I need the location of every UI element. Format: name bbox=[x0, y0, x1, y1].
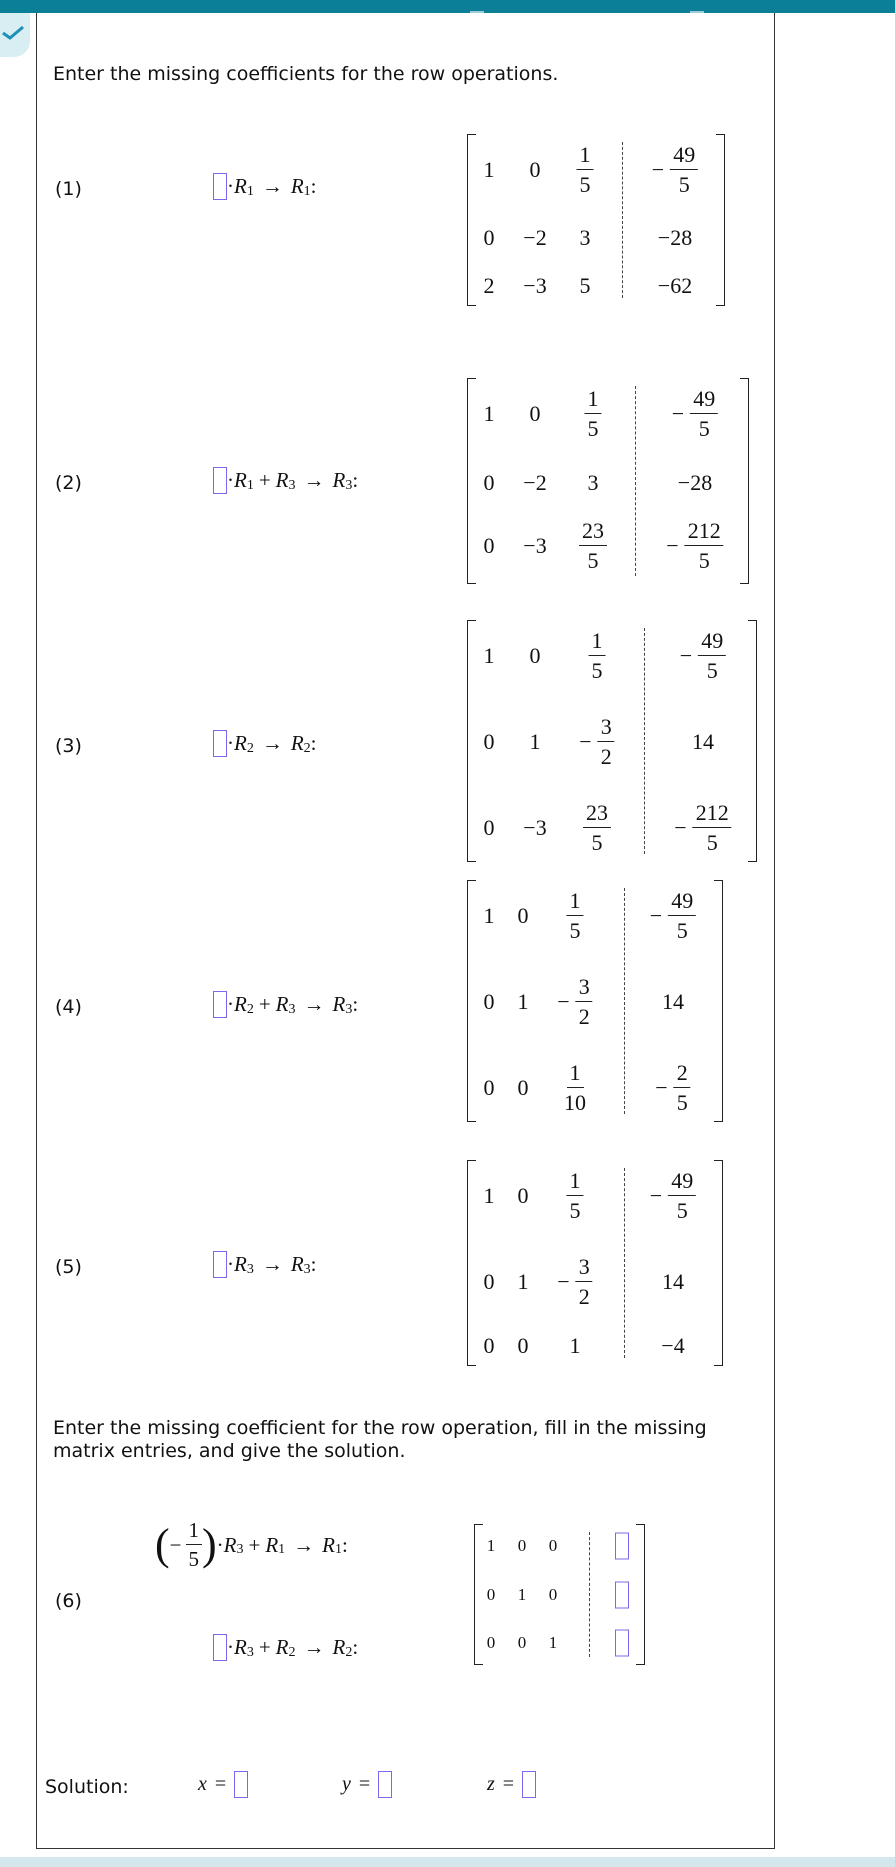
colon: : bbox=[341, 1532, 348, 1557]
step-number: (1) bbox=[55, 178, 82, 200]
matrix-cell: −3 bbox=[523, 273, 547, 298]
matrix-cell: 0 bbox=[517, 1633, 527, 1652]
plus-symbol: + bbox=[258, 992, 271, 1016]
target-subscript: 1 bbox=[303, 183, 311, 199]
matrix-cell: −28 bbox=[677, 470, 713, 495]
coefficient-fraction bbox=[186, 1520, 203, 1570]
equals-sign: = bbox=[214, 1773, 227, 1795]
matrix-cell: 0 bbox=[529, 643, 541, 668]
target-row: R bbox=[332, 1635, 346, 1659]
z-input[interactable] bbox=[522, 1771, 536, 1798]
matrix-left-bracket bbox=[467, 1160, 476, 1366]
coefficient-input-1[interactable] bbox=[213, 173, 227, 200]
matrix-cell: 1 bbox=[529, 729, 541, 754]
augment-separator bbox=[635, 386, 636, 576]
target-subscript: 1 bbox=[334, 1542, 342, 1557]
matrix-cell: $\frac{1}{5}$ bbox=[585, 388, 602, 440]
arrow-symbol: → bbox=[293, 1532, 315, 1557]
matrix-cell: − $\frac{3}{2}$ bbox=[579, 716, 614, 768]
fraction-numerator: 1 bbox=[186, 1520, 203, 1545]
matrix-cell: 0 bbox=[483, 470, 495, 495]
row-symbol: R bbox=[265, 1532, 279, 1557]
row-subscript: 1 bbox=[278, 1542, 286, 1557]
matrix-cell: 0 bbox=[517, 1183, 529, 1208]
arrow-symbol: → bbox=[303, 468, 325, 492]
matrix-cell: $\frac{1}{5}$ bbox=[589, 630, 606, 682]
matrix-right-bracket bbox=[636, 1524, 645, 1665]
row-symbol: R bbox=[275, 1635, 289, 1659]
matrix-cell: 0 bbox=[483, 225, 495, 250]
augment-separator bbox=[589, 1532, 590, 1657]
row-symbol: R bbox=[234, 992, 247, 1016]
coefficient-input-5[interactable] bbox=[213, 1251, 227, 1278]
rhs-input-2[interactable] bbox=[615, 1582, 629, 1609]
matrix-cell: $\frac{1}{5}$ bbox=[567, 1170, 584, 1222]
matrix-cell: − $\frac{49}{5}$ bbox=[650, 1170, 696, 1222]
matrix-cell: $\frac{1}{10}$ bbox=[564, 1060, 586, 1115]
colon: : bbox=[352, 992, 359, 1016]
row-operation-2 bbox=[213, 467, 358, 494]
matrix-cell: − $\frac{3}{2}$ bbox=[557, 1256, 592, 1308]
matrix-cell: − $\frac{49}{5}$ bbox=[680, 630, 726, 682]
matrix-step-4 bbox=[467, 880, 723, 1122]
matrix-cell: −3 bbox=[523, 533, 547, 558]
augment-separator bbox=[624, 1168, 625, 1358]
row-subscript: 1 bbox=[246, 477, 254, 493]
row-subscript: 3 bbox=[236, 1542, 244, 1557]
row-symbol: R bbox=[223, 1532, 237, 1557]
matrix-cell: − $\frac{212}{5}$ bbox=[674, 802, 731, 854]
target-row: R bbox=[290, 1252, 304, 1276]
matrix-cell: − $\frac{49}{5}$ bbox=[672, 388, 718, 440]
arrow-symbol: → bbox=[261, 174, 283, 198]
matrix-cell: 1 bbox=[548, 1633, 558, 1652]
fraction-denominator: 5 bbox=[188, 1547, 199, 1571]
matrix-cell: $\frac{1}{5}$ bbox=[577, 144, 594, 196]
matrix-cell: $\frac{23}{5}$ bbox=[583, 802, 611, 854]
row-subscript: 2 bbox=[288, 1644, 296, 1660]
dot-symbol: · bbox=[227, 731, 234, 755]
matrix-left-bracket bbox=[474, 1524, 483, 1665]
colon: : bbox=[352, 1635, 359, 1659]
matrix-cell: 1 bbox=[483, 1183, 495, 1208]
row-symbol: R bbox=[275, 468, 289, 492]
matrix-step-5 bbox=[467, 1160, 723, 1366]
matrix-right-bracket bbox=[716, 134, 725, 306]
matrix-cell: 3 bbox=[587, 470, 599, 495]
matrix-left-bracket bbox=[467, 620, 476, 862]
row-subscript: 3 bbox=[288, 1001, 296, 1017]
matrix-right-bracket bbox=[714, 1160, 723, 1366]
right-paren: ) bbox=[202, 1520, 217, 1569]
target-row: R bbox=[332, 992, 346, 1016]
row-subscript: 2 bbox=[246, 1001, 254, 1017]
colon: : bbox=[352, 468, 359, 492]
matrix-step-1 bbox=[467, 134, 725, 306]
matrix-cell: 1 bbox=[517, 1585, 527, 1604]
matrix-cell: 0 bbox=[486, 1585, 496, 1604]
row-operation-3 bbox=[213, 730, 317, 757]
status-tab bbox=[0, 13, 30, 57]
matrix-cell: 1 bbox=[483, 157, 495, 182]
matrix-cell: 0 bbox=[483, 729, 495, 754]
row-subscript: 3 bbox=[246, 1261, 254, 1277]
matrix-cell: 0 bbox=[548, 1585, 558, 1604]
negative-sign: − bbox=[169, 1532, 182, 1557]
target-row: R bbox=[290, 174, 304, 198]
coefficient-input-3[interactable] bbox=[213, 730, 227, 757]
dot-symbol: · bbox=[227, 468, 234, 492]
var-x: x bbox=[198, 1773, 207, 1795]
matrix-cell: 1 bbox=[569, 1333, 581, 1358]
colon: : bbox=[310, 731, 317, 755]
y-input[interactable] bbox=[378, 1771, 392, 1798]
row-symbol: R bbox=[234, 174, 247, 198]
coefficient-input-4[interactable] bbox=[213, 991, 227, 1018]
matrix-cell: 0 bbox=[517, 903, 529, 928]
matrix-cell: $\frac{1}{5}$ bbox=[567, 890, 584, 942]
arrow-symbol: → bbox=[303, 992, 325, 1016]
target-subscript: 3 bbox=[345, 477, 353, 493]
matrix-cell: − $\frac{2}{5}$ bbox=[655, 1062, 690, 1114]
matrix-cell: 0 bbox=[483, 815, 495, 840]
row-subscript: 3 bbox=[246, 1644, 254, 1660]
dot-symbol: · bbox=[227, 1635, 234, 1659]
matrix-cell: 5 bbox=[579, 273, 591, 298]
row-operation-1 bbox=[213, 173, 317, 200]
plus-symbol: + bbox=[258, 468, 271, 492]
row-symbol: R bbox=[234, 1252, 247, 1276]
augment-separator bbox=[644, 628, 645, 854]
dot-symbol: · bbox=[216, 1532, 224, 1557]
target-subscript: 3 bbox=[303, 1261, 311, 1277]
solution-x bbox=[198, 1771, 248, 1798]
matrix-cell: 0 bbox=[517, 1333, 529, 1358]
matrix-cell: 1 bbox=[517, 989, 529, 1014]
matrix-cell: 0 bbox=[529, 401, 541, 426]
matrix-cell: −28 bbox=[657, 225, 693, 250]
matrix-cell: 14 bbox=[692, 729, 714, 754]
target-row: R bbox=[322, 1532, 335, 1557]
matrix-cell: 0 bbox=[529, 157, 541, 182]
instructions-text: Enter the missing coefficient for the row operation, fill in the missing matrix entries, and give the solution. bbox=[53, 1417, 707, 1462]
matrix-cell: 1 bbox=[483, 401, 495, 426]
matrix-cell: 2 bbox=[483, 273, 495, 298]
step-number: (5) bbox=[55, 1256, 82, 1278]
matrix-right-bracket bbox=[740, 378, 749, 584]
matrix-cell: 0 bbox=[483, 1075, 495, 1100]
dot-symbol: · bbox=[227, 174, 234, 198]
augment-separator bbox=[624, 888, 625, 1114]
matrix-left-bracket bbox=[467, 134, 476, 306]
matrix-cell: 0 bbox=[483, 1269, 495, 1294]
matrix-step-6 bbox=[474, 1524, 645, 1665]
bottom-strip bbox=[0, 1857, 895, 1867]
rhs-input-3[interactable] bbox=[615, 1630, 629, 1657]
matrix-left-bracket bbox=[467, 378, 476, 584]
matrix-cell: − $\frac{49}{5}$ bbox=[652, 144, 698, 196]
matrix-cell: 0 bbox=[483, 1333, 495, 1358]
header-bar bbox=[0, 0, 895, 13]
matrix-cell: 14 bbox=[662, 1269, 684, 1294]
matrix-cell: 1 bbox=[483, 643, 495, 668]
var-y: y bbox=[342, 1773, 351, 1795]
solution-y bbox=[342, 1771, 392, 1798]
matrix-left-bracket bbox=[467, 880, 476, 1122]
equals-sign: = bbox=[358, 1773, 371, 1795]
left-paren: ( bbox=[155, 1520, 170, 1569]
matrix-cell: $\frac{23}{5}$ bbox=[579, 520, 607, 572]
target-row: R bbox=[332, 468, 346, 492]
matrix-cell: −3 bbox=[523, 815, 547, 840]
arrow-symbol: → bbox=[261, 731, 283, 755]
matrix-step-2 bbox=[467, 378, 749, 584]
matrix-cell: −62 bbox=[657, 273, 693, 298]
row-subscript: 3 bbox=[288, 477, 296, 493]
row-symbol: R bbox=[275, 992, 289, 1016]
var-z: z bbox=[487, 1773, 495, 1795]
row-symbol: R bbox=[234, 1635, 247, 1659]
solution-z bbox=[487, 1771, 536, 1798]
row-operation-6b bbox=[213, 1634, 358, 1661]
matrix-right-bracket bbox=[714, 880, 723, 1122]
target-subscript: 3 bbox=[345, 1001, 353, 1017]
matrix-cell: − $\frac{49}{5}$ bbox=[650, 890, 696, 942]
dot-symbol: · bbox=[227, 992, 234, 1016]
matrix-cell: 0 bbox=[486, 1633, 496, 1652]
target-row: R bbox=[290, 731, 304, 755]
solution-label: Solution: bbox=[45, 1776, 129, 1798]
colon: : bbox=[310, 174, 317, 198]
check-icon bbox=[0, 25, 26, 41]
target-subscript: 2 bbox=[345, 1644, 353, 1660]
step-number: (6) bbox=[55, 1590, 82, 1612]
matrix-cell: 3 bbox=[579, 225, 591, 250]
row-subscript: 1 bbox=[246, 183, 254, 199]
matrix-cell: 14 bbox=[662, 989, 684, 1014]
matrix-cell: 1 bbox=[483, 903, 495, 928]
dot-symbol: · bbox=[227, 1252, 234, 1276]
matrix-cell: 0 bbox=[548, 1536, 558, 1555]
rhs-input-1[interactable] bbox=[615, 1533, 629, 1560]
row-symbol: R bbox=[234, 468, 247, 492]
coefficient-input-6[interactable] bbox=[213, 1634, 227, 1661]
matrix-cell: 0 bbox=[517, 1075, 529, 1100]
matrix-right-bracket bbox=[748, 620, 757, 862]
matrix-cell: − $\frac{212}{5}$ bbox=[666, 520, 723, 572]
matrix-cell: −2 bbox=[523, 470, 547, 495]
matrix-cell: 1 bbox=[486, 1536, 496, 1555]
plus-symbol: + bbox=[248, 1532, 261, 1557]
matrix-cell: 1 bbox=[517, 1269, 529, 1294]
step-number: (4) bbox=[55, 996, 82, 1018]
augment-separator bbox=[622, 142, 623, 298]
row-operation-6a bbox=[155, 1520, 348, 1570]
step-number: (2) bbox=[55, 472, 82, 494]
target-subscript: 2 bbox=[303, 740, 311, 756]
row-symbol: R bbox=[234, 731, 247, 755]
row-operation-5 bbox=[213, 1251, 317, 1278]
step-number: (3) bbox=[55, 735, 82, 757]
matrix-cell: −2 bbox=[523, 225, 547, 250]
colon: : bbox=[310, 1252, 317, 1276]
arrow-symbol: → bbox=[261, 1252, 283, 1276]
equals-sign: = bbox=[502, 1773, 515, 1795]
x-input[interactable] bbox=[234, 1771, 248, 1798]
matrix-step-3 bbox=[467, 620, 757, 862]
matrix-cell: 0 bbox=[483, 989, 495, 1014]
arrow-symbol: → bbox=[303, 1635, 325, 1659]
matrix-cell: −4 bbox=[661, 1333, 685, 1358]
plus-symbol: + bbox=[258, 1635, 271, 1659]
row-subscript: 2 bbox=[246, 740, 254, 756]
matrix-cell: 0 bbox=[517, 1536, 527, 1555]
coefficient-input-2[interactable] bbox=[213, 467, 227, 494]
row-operation-4 bbox=[213, 991, 358, 1018]
matrix-cell: 0 bbox=[483, 533, 495, 558]
instructions-text: Enter the missing coefficients for the row operations. bbox=[53, 63, 559, 85]
matrix-cell: − $\frac{3}{2}$ bbox=[557, 976, 592, 1028]
